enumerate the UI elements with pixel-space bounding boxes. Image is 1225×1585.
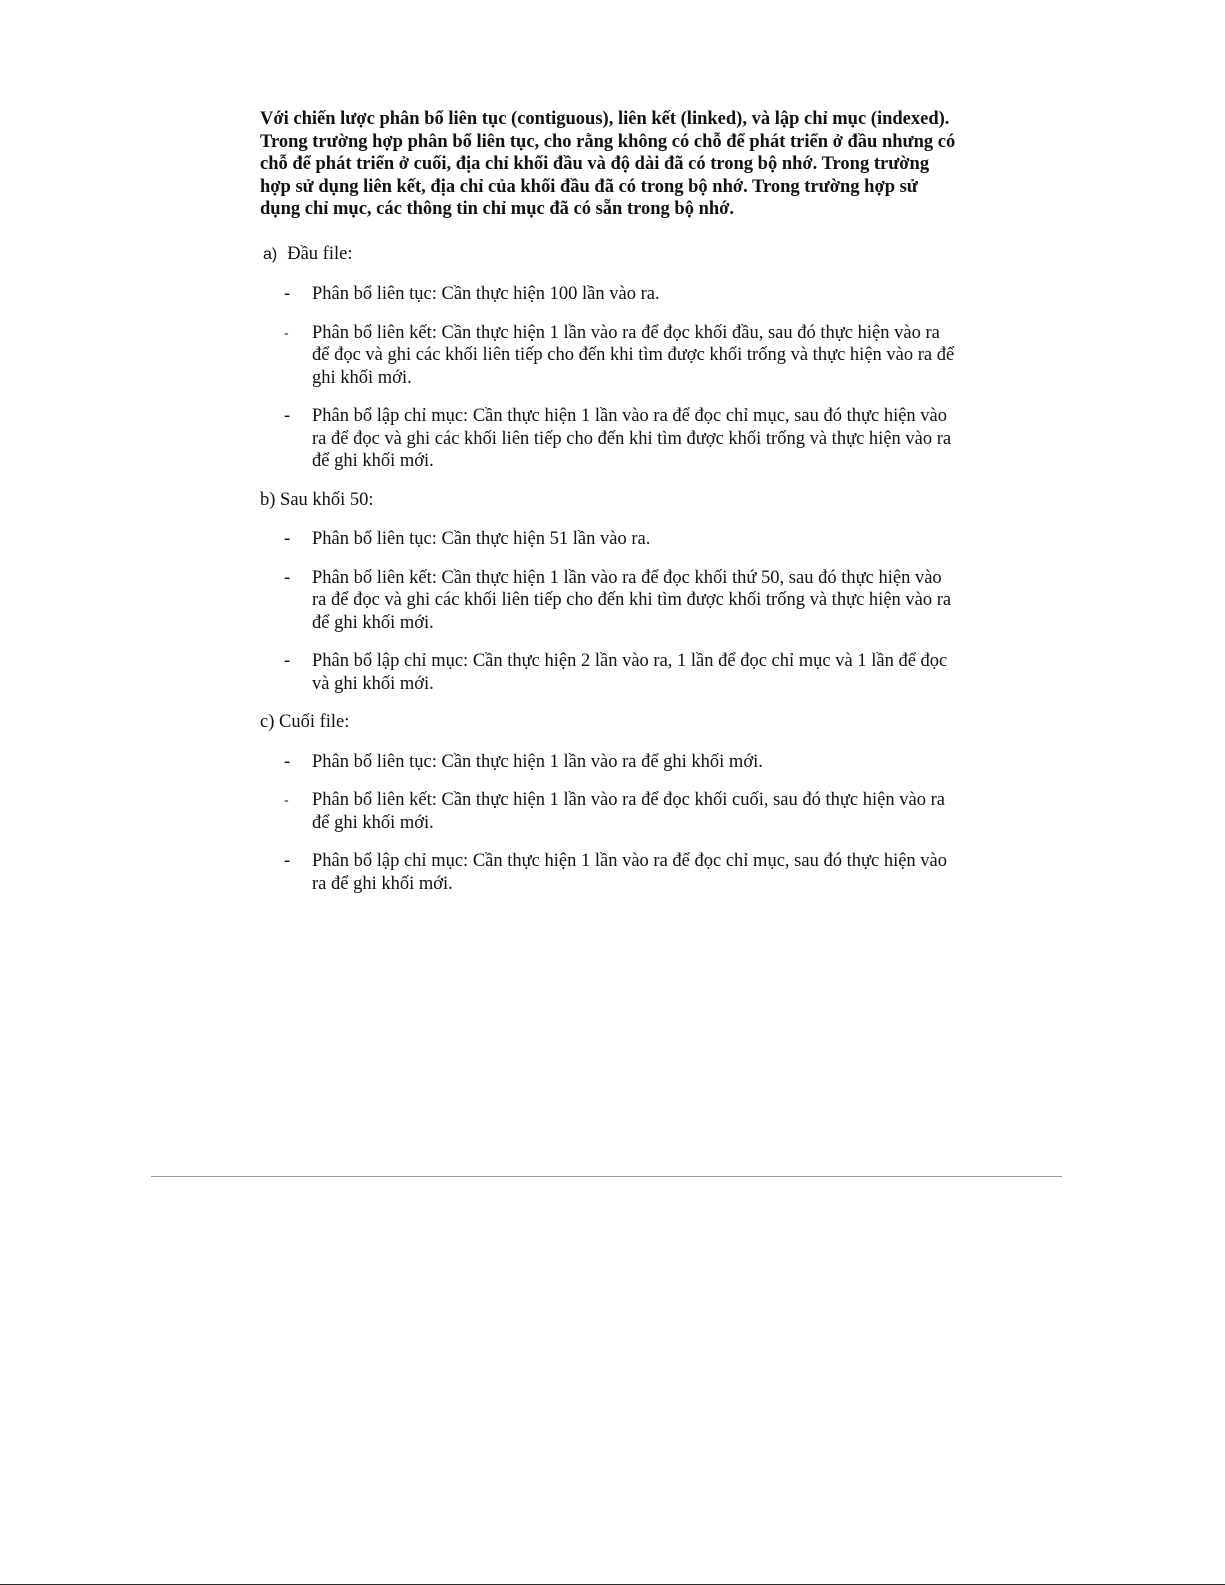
document-body (260, 108, 960, 895)
bullet-dash: - (284, 851, 291, 871)
section-list-c (260, 751, 960, 896)
section-title-a: Đầu file: (287, 243, 353, 264)
list-item (260, 283, 960, 306)
list-item (260, 751, 960, 774)
section-letter-b: b) (260, 489, 276, 510)
item-text: Phân bổ liên tục: Cần thực hiện 51 lần vào ra. (312, 529, 651, 549)
footer-divider (151, 1176, 1062, 1177)
section-heading-c (260, 711, 960, 734)
bullet-dash: - (284, 325, 289, 341)
section-title-c: Cuối file: (279, 712, 350, 732)
section-list-b (260, 528, 960, 695)
bullet-dash: - (284, 567, 291, 588)
list-item (260, 528, 960, 551)
list-item (260, 850, 960, 895)
bullet-dash: - (284, 651, 291, 671)
bullet-dash: - (284, 529, 291, 549)
item-text: Phân bổ liên tục: Cần thực hiện 1 lần vào ra để ghi khối mới. (312, 751, 763, 772)
list-item (260, 405, 960, 473)
item-text: Phân bổ liên kết: Cần thực hiện 1 lần vào ra để đọc khối thứ 50, sau đó thực hiện vào ra để đọc và ghi các khối liên tiếp cho đến khi tìm được khối trống và thực hiện vào ra để ghi khối mới. (312, 567, 952, 633)
item-text: Phân bổ lập chỉ mục: Cần thực hiện 1 lần vào ra để đọc chỉ mục, sau đó thực hiện vào ra để đọc và ghi các khối liên tiếp cho đến khi tìm được khối trống và thực hiện vào ra để ghi khối mới. (312, 406, 952, 471)
list-item (260, 650, 960, 695)
section-heading-a (260, 243, 960, 267)
section-title-b: Sau khối 50: (280, 489, 374, 510)
section-letter-c: c) (260, 712, 275, 732)
section-letter-a: a) (263, 245, 278, 263)
section-list-a (260, 283, 960, 473)
bullet-dash: - (284, 406, 291, 426)
item-text: Phân bổ liên tục: Cần thực hiện 100 lần vào ra. (312, 284, 660, 304)
list-item (260, 567, 960, 635)
intro-paragraph: Với chiến lược phân bổ liên tục (contiguous), liên kết (linked), và lập chỉ mục (indexed). Trong trường hợp phân bổ liên tục, cho rằng không có chỗ để phát triển ở đầu nhưng có chỗ để phát triển ở cuối, địa chỉ khối đầu và độ dài đã có trong bộ nhớ. Trong trường hợp sử dụng liên kết, địa chỉ của khối đầu đã có trong bộ nhớ. Trong trường hợp sử dụng chỉ mục, các thông tin chỉ mục đã có sẵn trong bộ nhớ. (260, 109, 956, 219)
bullet-dash: - (284, 284, 291, 304)
section-heading-b (260, 489, 960, 512)
bullet-dash: - (284, 751, 291, 772)
item-text: Phân bổ lập chỉ mục: Cần thực hiện 2 lần vào ra, 1 lần để đọc chỉ mục và 1 lần để đọc và ghi khối mới. (312, 651, 948, 694)
list-item (260, 322, 960, 390)
item-text: Phân bổ lập chỉ mục: Cần thực hiện 1 lần vào ra để đọc chỉ mục, sau đó thực hiện vào ra để ghi khối mới. (312, 851, 948, 894)
bullet-dash: - (284, 793, 289, 808)
item-text: Phân bổ liên kết: Cần thực hiện 1 lần vào ra để đọc khối cuối, sau đó thực hiện vào ra để ghi khối mới. (312, 790, 945, 833)
list-item (260, 789, 960, 834)
item-text: Phân bổ liên kết: Cần thực hiện 1 lần vào ra để đọc khối đầu, sau đó thực hiện vào ra để đọc và ghi các khối liên tiếp cho đến khi tìm được khối trống và thực hiện vào ra để ghi khối mới. (312, 322, 955, 388)
